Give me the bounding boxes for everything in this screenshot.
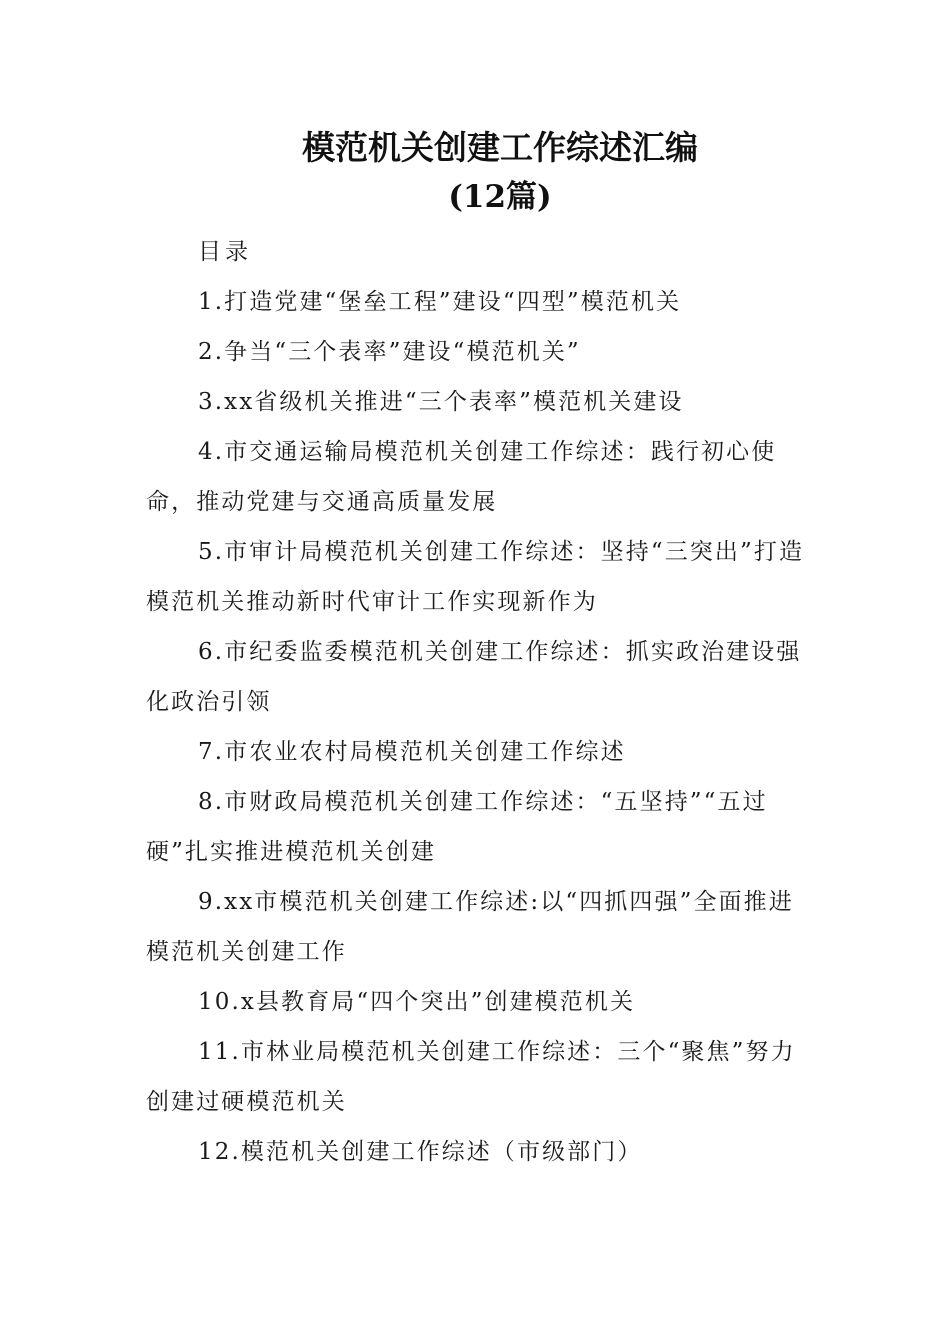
toc-item: 7.市农业农村局模范机关创建工作综述 (198, 739, 626, 765)
toc-item: 8.市财政局模范机关创建工作综述：“五坚持”“五过硬”扎实推进模范机关创建 (146, 789, 768, 865)
toc-item: 6.市纪委监委模范机关创建工作综述：抓实政治建设强化政治引领 (146, 639, 802, 715)
toc-item: 9.xx市模范机关创建工作综述:以“四抓四强”全面推进模范机关创建工作 (146, 889, 794, 965)
toc-item: 2.争当“三个表率”建设“模范机关” (198, 339, 581, 365)
toc-item: 1.打造党建“堡垒工程”建设“四型”模范机关 (198, 289, 682, 315)
document-subtitle: (12篇) (448, 179, 552, 215)
toc-item: 3.xx省级机关推进“三个表率”模范机关建设 (198, 389, 684, 415)
toc-heading: 目录 (198, 239, 252, 265)
toc-item: 10.x县教育局“四个突出”创建模范机关 (198, 989, 636, 1015)
toc-item: 11.市林业局模范机关创建工作综述：三个“聚焦”努力创建过硬模范机关 (146, 1039, 796, 1115)
table-of-contents (146, 227, 810, 1177)
toc-item: 5.市审计局模范机关创建工作综述：坚持“三突出”打造模范机关推动新时代审计工作实现新作为 (146, 539, 805, 615)
toc-item: 4.市交通运输局模范机关创建工作综述：践行初心使命，推动党建与交通高质量发展 (146, 439, 777, 515)
document-title: 模范机关创建工作综述汇编 (302, 128, 698, 167)
toc-item: 12.模范机关创建工作综述（市级部门） (198, 1139, 643, 1165)
